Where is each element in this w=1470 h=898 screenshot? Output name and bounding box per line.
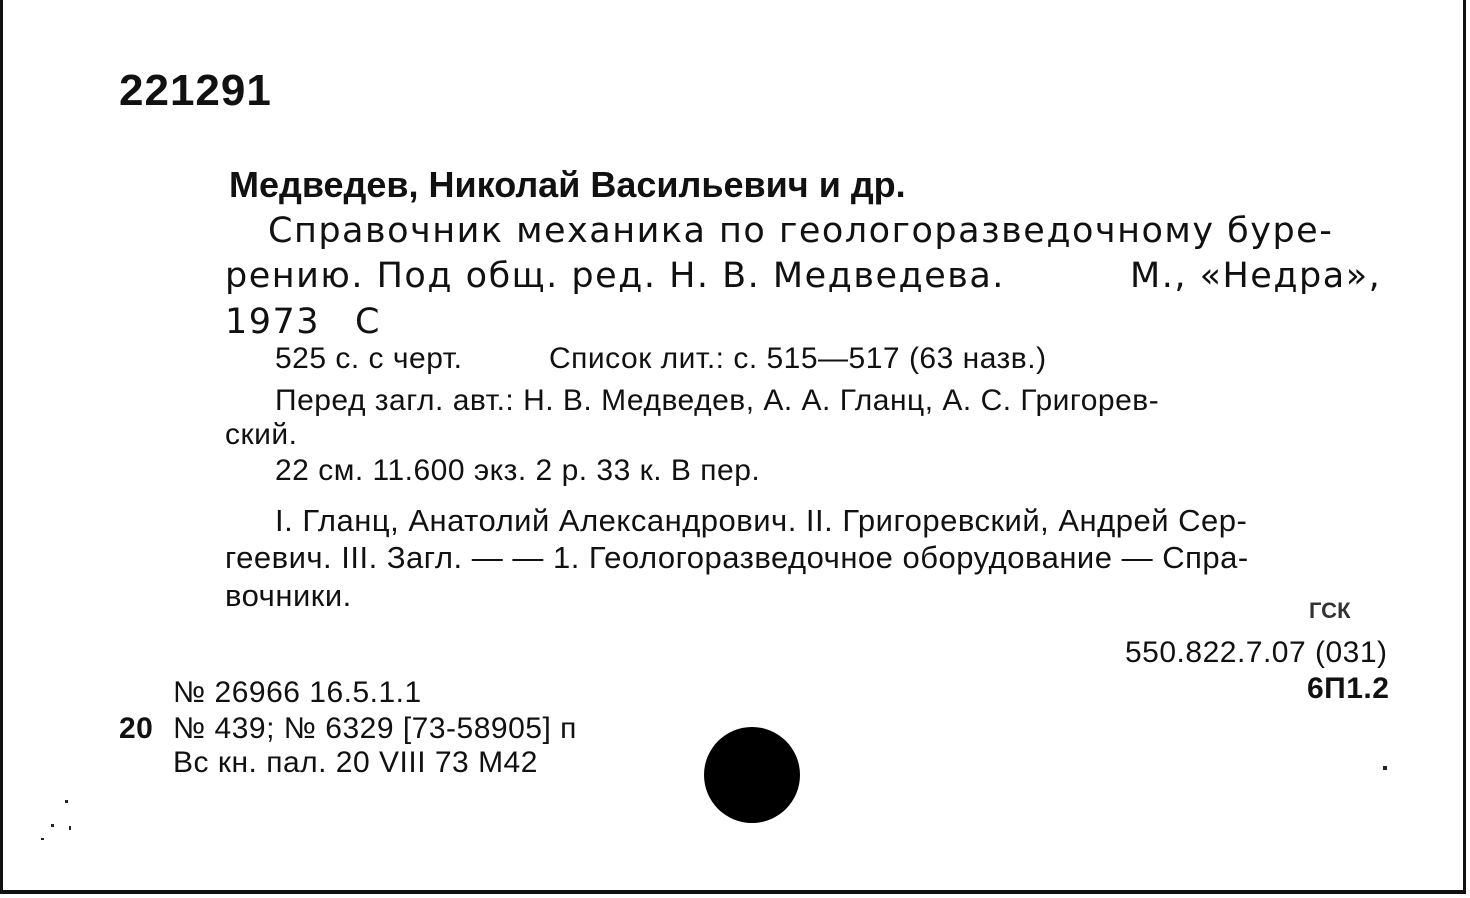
footer-line-2: № 439; № 6329 [73-58905] п — [173, 712, 577, 745]
ink-speck — [1383, 766, 1387, 770]
handwritten-mark: ГСК — [1309, 598, 1351, 623]
ink-speck — [69, 826, 71, 830]
title-line-1: Справочник механика по геологоразведочному буре- — [268, 211, 1334, 251]
udc-code: 550.822.7.07 (031) — [1125, 636, 1388, 669]
ink-speck — [65, 800, 68, 803]
author-heading: Медведев, Николай Васильевич и др. — [229, 164, 906, 205]
card-number: 221291 — [119, 66, 272, 115]
footer-line-3: Вс кн. пал. 20 VIII 73 М42 — [173, 746, 538, 779]
authors-note-line-1: Перед загл. авт.: Н. В. Медведев, А. А. Гланц, А. С. Григорев- — [275, 384, 1160, 417]
footer-line-1: № 26966 16.5.1.1 — [173, 676, 422, 709]
title-line-2: рению. Под общ. ред. Н. В. Медведева. — [225, 256, 1005, 296]
punch-hole — [704, 727, 800, 823]
ink-speck — [51, 824, 54, 827]
tracings-line-2: геевич. III. Загл. — — 1. Геологоразведочное оборудование — Спра- — [225, 540, 1249, 575]
physical-description: 525 с. с черт. — [275, 342, 463, 375]
classification-code: 6П1.2 — [1307, 672, 1390, 705]
publisher: М., «Недра», — [1130, 256, 1382, 296]
edition-info: 22 см. 11.600 экз. 2 р. 33 к. В пер. — [275, 454, 761, 487]
tracings-line-3: вочники. — [225, 578, 352, 613]
authors-note-line-2: ский. — [225, 418, 298, 451]
footer-prefix: 20 — [119, 712, 154, 745]
ink-speck — [41, 838, 44, 840]
publication-year: 1973 — [225, 302, 321, 342]
bibliography-note: Список лит.: с. 515—517 (63 назв.) — [549, 342, 1047, 375]
tracings-line-1: I. Гланц, Анатолий Александрович. II. Григоревский, Андрей Сер- — [275, 503, 1248, 538]
year-mark: С — [355, 302, 381, 342]
